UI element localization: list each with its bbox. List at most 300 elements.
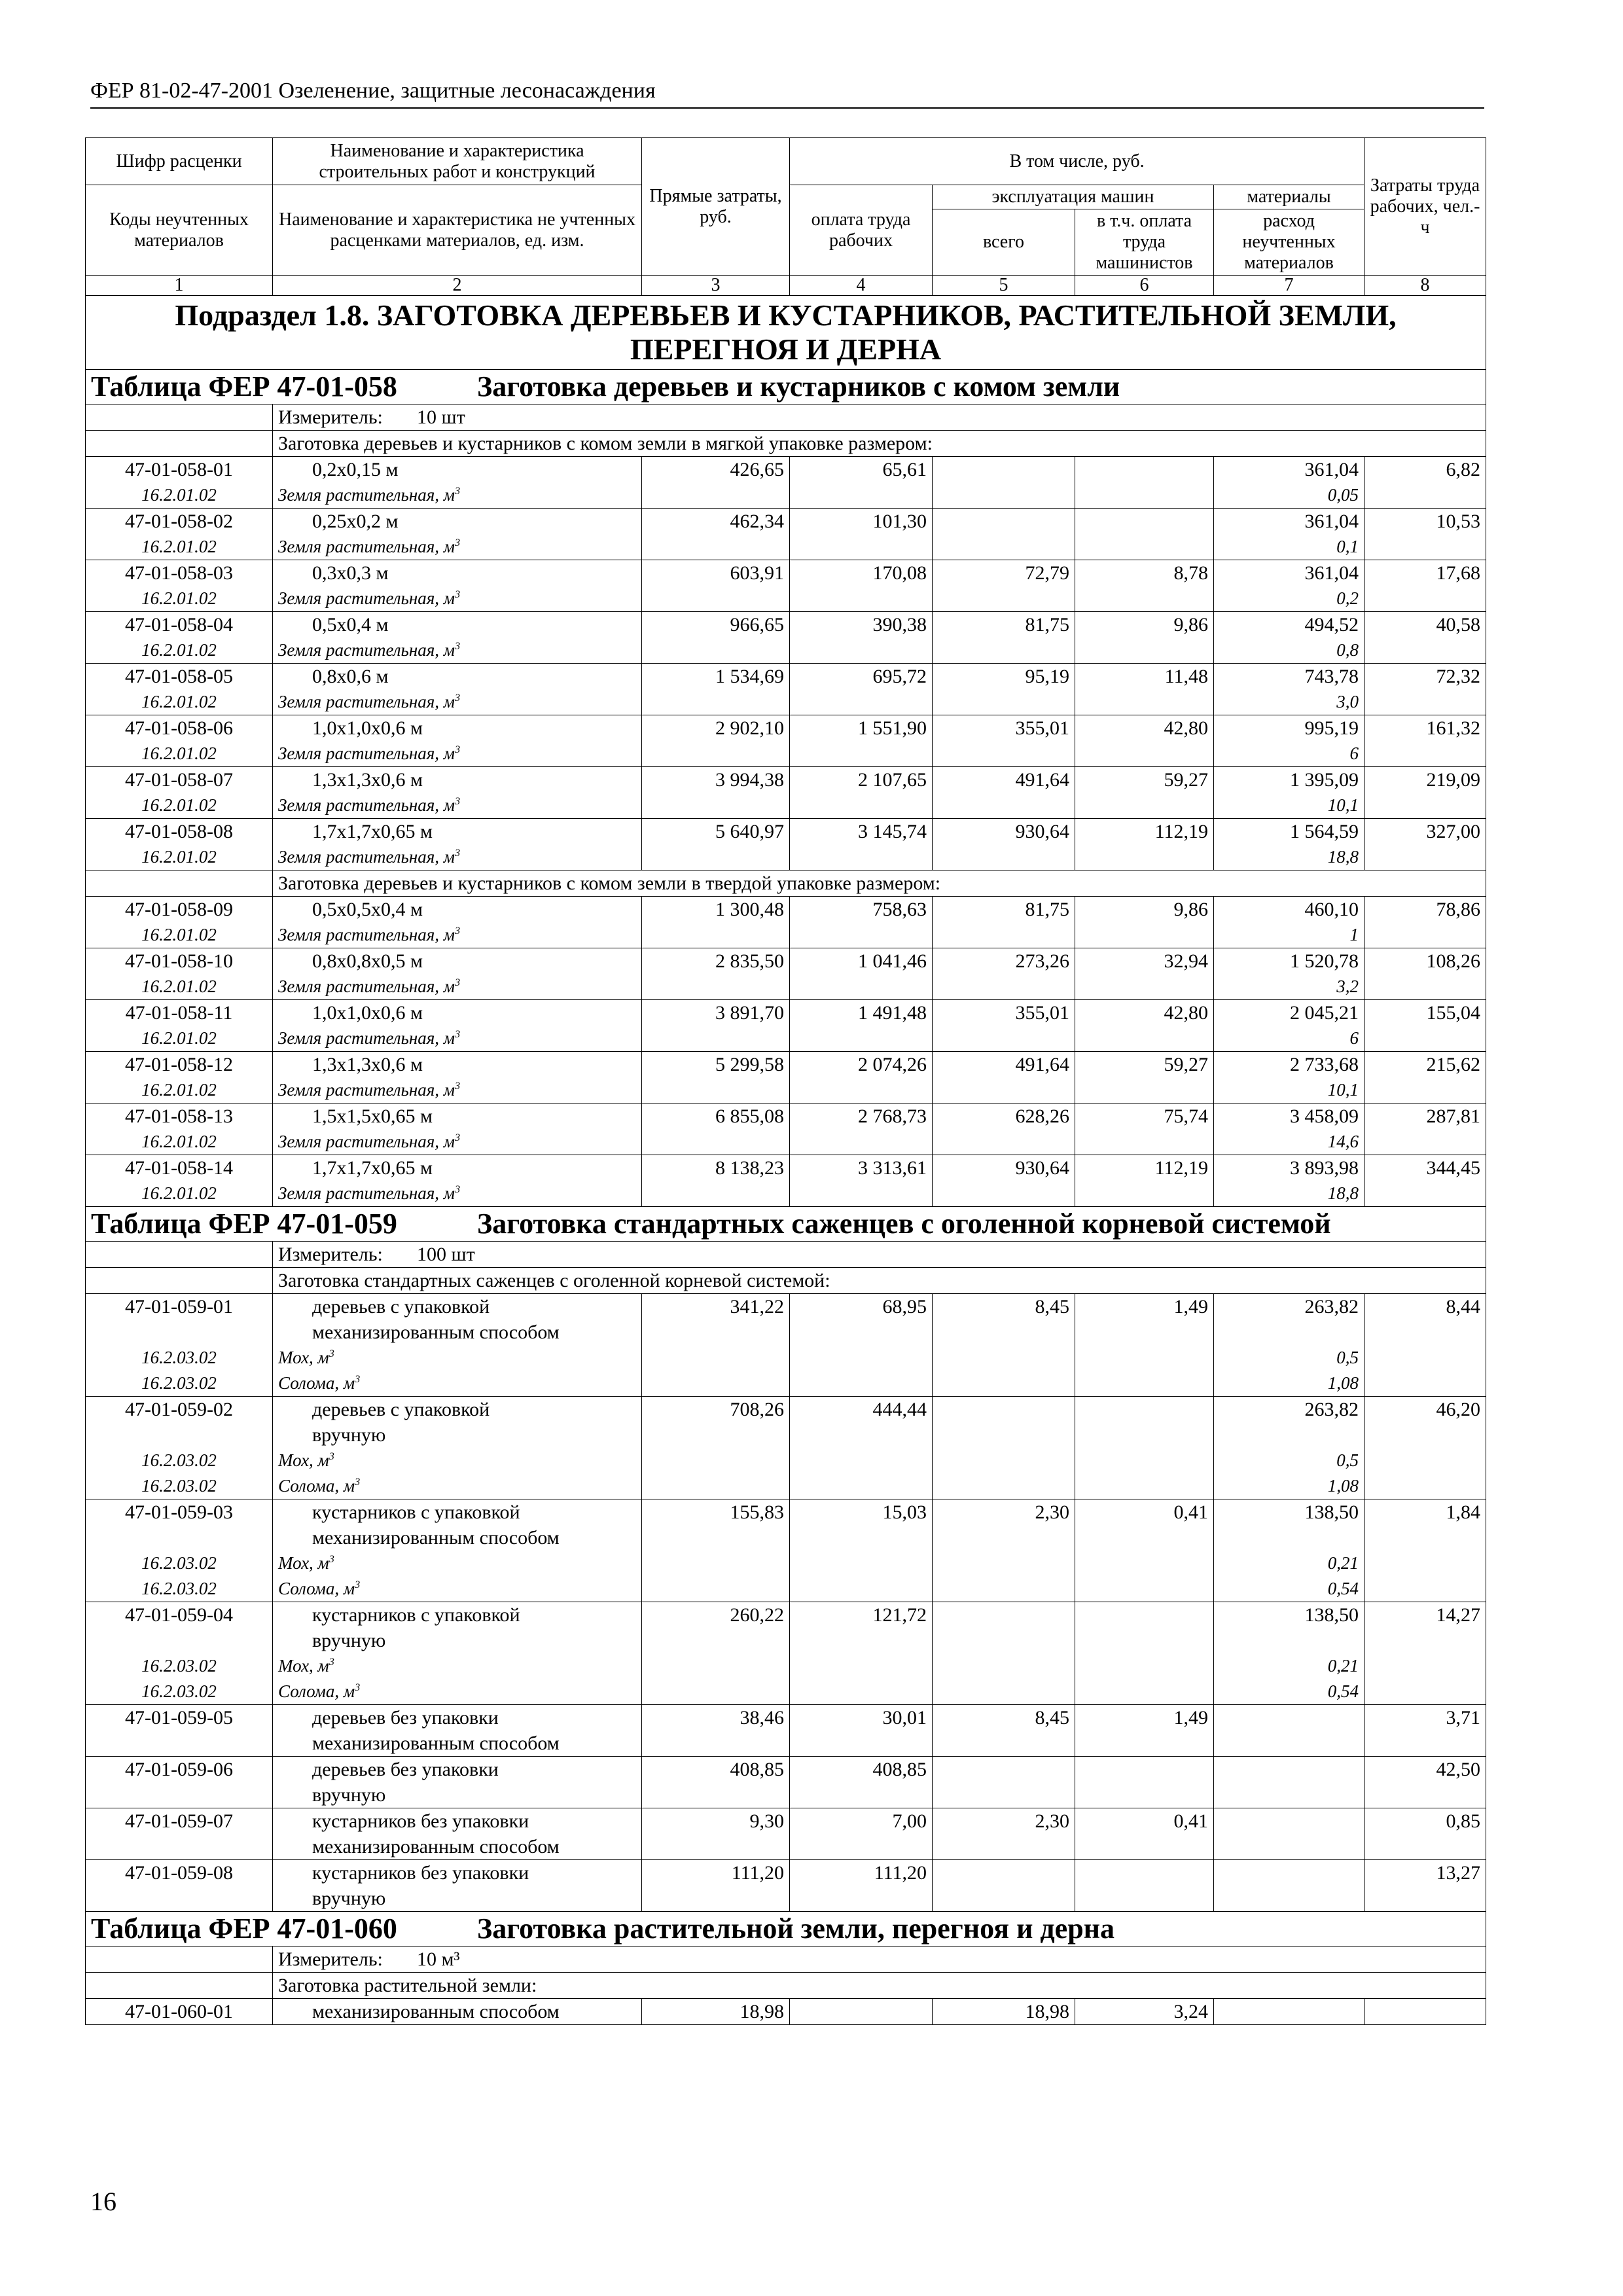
empty-cell: [642, 1731, 790, 1757]
material-qty: 6: [1214, 741, 1364, 767]
material-row: [86, 741, 1486, 767]
labor-hours: 40,58: [1364, 612, 1486, 638]
empty-cell: [933, 1473, 1075, 1499]
table-title-cell: [86, 1912, 1486, 1946]
empty-cell: [790, 1319, 933, 1345]
empty-cell: [642, 1886, 790, 1912]
empty-cell: [790, 1782, 933, 1808]
labor-hours: 10,53: [1364, 509, 1486, 535]
material-row: [86, 689, 1486, 715]
labor-wage: 7,00: [790, 1808, 933, 1835]
empty-cell: [933, 1422, 1075, 1448]
empty-cell: [1075, 1679, 1214, 1705]
material-row: [86, 482, 1486, 509]
material-code: 16.2.03.02: [86, 1371, 273, 1397]
empty-cell: [642, 1551, 790, 1576]
empty-cell: [642, 1077, 790, 1103]
rate-row: [86, 767, 1486, 793]
rate-name: 1,0х1,0х0,6 м: [273, 1000, 642, 1026]
rate-row: [86, 1103, 1486, 1130]
rate-code: 47-01-058-06: [86, 715, 273, 742]
rate-row: [86, 715, 1486, 742]
material-code: 16.2.01.02: [86, 741, 273, 767]
empty-cell: [933, 793, 1075, 819]
empty-cell: [642, 1345, 790, 1371]
empty-cell: [1075, 637, 1214, 664]
meter-label: Измеритель:: [278, 1948, 383, 1970]
empty-cell: [642, 1422, 790, 1448]
rate-name: 1,0х1,0х0,6 м: [273, 715, 642, 742]
material-row: [86, 1679, 1486, 1705]
materials-cost: [1214, 1860, 1364, 1886]
rate-name: деревьев с упаковкой: [273, 1294, 642, 1320]
col-mat-use-header: расход неучтенных материалов: [1214, 209, 1364, 276]
rate-name: 1,5х1,5х0,65 м: [273, 1103, 642, 1130]
empty-cell: [1075, 1345, 1214, 1371]
col-code-header: Шифр расценки: [86, 138, 273, 185]
column-numbers: [86, 276, 1486, 296]
empty-cell: [790, 1422, 933, 1448]
material-row: [86, 586, 1486, 612]
empty-cell: [642, 1576, 790, 1602]
col-num: 8: [1364, 276, 1486, 296]
empty-cell: [1364, 922, 1486, 948]
meter-cell: [273, 404, 1486, 431]
cubic-superscript: 3: [329, 1656, 334, 1668]
rates-table: [85, 137, 1486, 2025]
empty-cell: [1364, 1653, 1486, 1679]
rate-code: 47-01-059-03: [86, 1499, 273, 1526]
labor-wage: 695,72: [790, 664, 933, 690]
machinist-wage: 75,74: [1075, 1103, 1214, 1130]
cubic-superscript: 3: [455, 692, 461, 704]
table-title: Заготовка деревьев и кустарников с комом земли: [477, 370, 1120, 403]
direct-cost: 5 640,97: [642, 819, 790, 845]
rate-name: 0,8х0,8х0,5 м: [273, 948, 642, 975]
direct-cost: 1 300,48: [642, 897, 790, 923]
empty-cell: [642, 1628, 790, 1653]
meter-value: 10 шт: [417, 406, 465, 428]
direct-cost: 603,91: [642, 560, 790, 586]
direct-cost: 341,22: [642, 1294, 790, 1320]
empty-cell: [1364, 1834, 1486, 1860]
description-row: [86, 431, 1486, 457]
material-code: 16.2.03.02: [86, 1653, 273, 1679]
rate-code: 47-01-058-04: [86, 612, 273, 638]
cubic-superscript: 3: [455, 795, 461, 807]
page-number: 16: [90, 2187, 116, 2216]
cubic-superscript: 3: [329, 1450, 334, 1462]
material-qty: 0,5: [1214, 1345, 1364, 1371]
col-machines-header: эксплуатация машин: [933, 185, 1214, 209]
materials-cost: 1 395,09: [1214, 767, 1364, 793]
empty-cell: [790, 586, 933, 612]
empty-cell: [642, 1473, 790, 1499]
empty-cell: [933, 922, 1075, 948]
empty-cell: [933, 1576, 1075, 1602]
material-row: [86, 637, 1486, 664]
machine-cost: 355,01: [933, 1000, 1075, 1026]
machine-cost: 273,26: [933, 948, 1075, 975]
rate-name: деревьев без упаковки: [273, 1757, 642, 1783]
material-code: 16.2.01.02: [86, 974, 273, 1000]
labor-wage: 444,44: [790, 1397, 933, 1423]
rate-name: 0,2х0,15 м: [273, 457, 642, 483]
rate-name: 0,3х0,3 м: [273, 560, 642, 586]
material-code: 16.2.01.02: [86, 534, 273, 560]
machinist-wage: 59,27: [1075, 767, 1214, 793]
machinist-wage: 3,24: [1075, 1999, 1214, 2025]
material-qty: 1: [1214, 922, 1364, 948]
material-name: Солома, $м^3$: [273, 1371, 642, 1397]
rate-code: 47-01-058-14: [86, 1155, 273, 1181]
empty-cell: [1075, 1473, 1214, 1499]
rate-name-cont: механизированным способом: [273, 1731, 642, 1757]
empty-cell: [1075, 741, 1214, 767]
empty-cell: [790, 741, 933, 767]
empty-cell: [1075, 1129, 1214, 1155]
meter-label: Измеритель:: [278, 1244, 383, 1265]
labor-wage: 408,85: [790, 1757, 933, 1783]
material-qty: 3,0: [1214, 689, 1364, 715]
material-code: 16.2.03.02: [86, 1345, 273, 1371]
description-row: [86, 1973, 1486, 1999]
materials-cost: 361,04: [1214, 509, 1364, 535]
material-qty: 0,1: [1214, 534, 1364, 560]
empty-cell: [1364, 1345, 1486, 1371]
material-name: Мох, $м^3$: [273, 1345, 642, 1371]
direct-cost: 3 891,70: [642, 1000, 790, 1026]
description: Заготовка деревьев и кустарников с комом земли в твердой упаковке размером:: [273, 870, 1486, 897]
rate-code: 47-01-058-13: [86, 1103, 273, 1130]
material-name: Мох, $м^3$: [273, 1448, 642, 1473]
col-num: 2: [273, 276, 642, 296]
empty-cell: [933, 1886, 1075, 1912]
col-mach-total-header: всего: [933, 209, 1075, 276]
material-qty: 0,8: [1214, 637, 1364, 664]
machine-cost: [933, 1397, 1075, 1423]
material-name: Земля растительная, $м^3$: [273, 741, 642, 767]
empty-cell: [933, 1731, 1075, 1757]
empty-cell: [642, 534, 790, 560]
labor-hours: 0,85: [1364, 1808, 1486, 1835]
machine-cost: [933, 509, 1075, 535]
machine-cost: [933, 1602, 1075, 1628]
material-name: Земля растительная, $м^3$: [273, 922, 642, 948]
cubic-superscript: 3: [455, 925, 461, 937]
materials-cost: 263,82: [1214, 1397, 1364, 1423]
description: Заготовка деревьев и кустарников с комом земли в мягкой упаковке размером:: [273, 431, 1486, 457]
material-qty: 0,05: [1214, 482, 1364, 509]
empty-cell: [642, 1525, 790, 1551]
empty-cell: [790, 1077, 933, 1103]
cubic-superscript: 3: [355, 1579, 361, 1590]
empty-cell: [933, 1319, 1075, 1345]
empty-cell: [933, 974, 1075, 1000]
empty-cell: [86, 870, 273, 897]
rate-code: 47-01-060-01: [86, 1999, 273, 2025]
rate-name-cont: механизированным способом: [273, 1834, 642, 1860]
rate-row-cont: [86, 1731, 1486, 1757]
empty-cell: [1075, 844, 1214, 870]
machine-cost: 2,30: [933, 1808, 1075, 1835]
empty-cell: [1364, 482, 1486, 509]
rate-row: [86, 1294, 1486, 1320]
empty-cell: [1075, 1525, 1214, 1551]
machine-cost: 491,64: [933, 1052, 1075, 1078]
material-name: Солома, $м^3$: [273, 1679, 642, 1705]
rate-row: [86, 457, 1486, 483]
cubic-superscript: 3: [455, 1183, 461, 1195]
empty-cell: [1364, 586, 1486, 612]
material-qty: 14,6: [1214, 1129, 1364, 1155]
empty-cell: [1364, 1181, 1486, 1207]
material-name: Солома, $м^3$: [273, 1473, 642, 1499]
empty-cell: [1214, 1525, 1364, 1551]
empty-cell: [790, 689, 933, 715]
col-num: 1: [86, 276, 273, 296]
empty-cell: [933, 1181, 1075, 1207]
empty-cell: [1364, 1077, 1486, 1103]
rate-row: [86, 1397, 1486, 1423]
empty-cell: [1364, 1551, 1486, 1576]
labor-hours: 1,84: [1364, 1499, 1486, 1526]
labor-hours: 155,04: [1364, 1000, 1486, 1026]
empty-cell: [790, 1551, 933, 1576]
direct-cost: 426,65: [642, 457, 790, 483]
labor-hours: 6,82: [1364, 457, 1486, 483]
rate-code: 47-01-058-05: [86, 664, 273, 690]
material-name: Земля растительная, $м^3$: [273, 586, 642, 612]
col-name-header: Наименование и характеристика строительных работ и конструкций: [273, 138, 642, 185]
rate-code: 47-01-058-09: [86, 897, 273, 923]
direct-cost: 18,98: [642, 1999, 790, 2025]
rate-code: 47-01-058-02: [86, 509, 273, 535]
rate-code: 47-01-059-01: [86, 1294, 273, 1320]
cubic-superscript: 3: [329, 1348, 334, 1359]
rate-row-cont: [86, 1782, 1486, 1808]
material-code: 16.2.01.02: [86, 844, 273, 870]
material-name: Земля растительная, $м^3$: [273, 1129, 642, 1155]
labor-wage: 30,01: [790, 1705, 933, 1731]
rate-row: [86, 897, 1486, 923]
rate-row: [86, 664, 1486, 690]
rate-name-cont: вручную: [273, 1886, 642, 1912]
material-code: 16.2.03.02: [86, 1551, 273, 1576]
empty-cell: [86, 1782, 273, 1808]
materials-cost: [1214, 1999, 1364, 2025]
labor-hours: 344,45: [1364, 1155, 1486, 1181]
rate-code: 47-01-058-03: [86, 560, 273, 586]
empty-cell: [1075, 1653, 1214, 1679]
labor-wage: 170,08: [790, 560, 933, 586]
cubic-superscript: 3: [455, 485, 461, 497]
empty-cell: [642, 1653, 790, 1679]
material-qty: 1,08: [1214, 1473, 1364, 1499]
machine-cost: 628,26: [933, 1103, 1075, 1130]
rate-row: [86, 1999, 1486, 2025]
empty-cell: [1075, 922, 1214, 948]
cubic-superscript: 3: [455, 1080, 461, 1092]
materials-cost: 138,50: [1214, 1499, 1364, 1526]
empty-cell: [933, 1782, 1075, 1808]
machine-cost: [933, 457, 1075, 483]
cubic-superscript: 3: [455, 744, 461, 755]
empty-cell: [790, 974, 933, 1000]
empty-cell: [1075, 482, 1214, 509]
cubic-superscript: 3: [455, 1132, 461, 1143]
direct-cost: 260,22: [642, 1602, 790, 1628]
direct-cost: 1 534,69: [642, 664, 790, 690]
labor-hours: 215,62: [1364, 1052, 1486, 1078]
empty-cell: [1214, 1782, 1364, 1808]
rate-code: 47-01-058-01: [86, 457, 273, 483]
empty-cell: [642, 1319, 790, 1345]
empty-cell: [790, 1473, 933, 1499]
empty-cell: [1364, 534, 1486, 560]
material-row: [86, 1129, 1486, 1155]
rate-code: 47-01-058-11: [86, 1000, 273, 1026]
labor-wage: 758,63: [790, 897, 933, 923]
material-row: [86, 1448, 1486, 1473]
labor-hours: 161,32: [1364, 715, 1486, 742]
materials-cost: 460,10: [1214, 897, 1364, 923]
empty-cell: [1364, 974, 1486, 1000]
empty-cell: [1075, 974, 1214, 1000]
machine-cost: 930,64: [933, 819, 1075, 845]
col-num: 5: [933, 276, 1075, 296]
machinist-wage: [1075, 1602, 1214, 1628]
description-row: [86, 1268, 1486, 1294]
empty-cell: [933, 1679, 1075, 1705]
machinist-wage: 1,49: [1075, 1294, 1214, 1320]
labor-wage: 3 313,61: [790, 1155, 933, 1181]
material-name: Земля растительная, $м^3$: [273, 1026, 642, 1052]
empty-cell: [1075, 1319, 1214, 1345]
labor-wage: 121,72: [790, 1602, 933, 1628]
empty-cell: [642, 844, 790, 870]
rate-name: 0,8х0,6 м: [273, 664, 642, 690]
meter-label: Измеритель:: [278, 406, 383, 428]
subsection-title: Подраздел 1.8. ЗАГОТОВКА ДЕРЕВЬЕВ И КУСТАРНИКОВ, РАСТИТЕЛЬНОЙ ЗЕМЛИ, ПЕРЕГНОЯ И ДЕРНА: [86, 296, 1486, 370]
material-row: [86, 922, 1486, 948]
material-qty: 3,2: [1214, 974, 1364, 1000]
labor-wage: 101,30: [790, 509, 933, 535]
empty-cell: [1364, 1576, 1486, 1602]
rate-row: [86, 509, 1486, 535]
empty-cell: [1075, 1026, 1214, 1052]
col-materials-header: материалы: [1214, 185, 1364, 209]
table-code: Таблица ФЕР 47-01-060: [91, 1912, 397, 1945]
empty-cell: [1075, 1422, 1214, 1448]
machinist-wage: 0,41: [1075, 1808, 1214, 1835]
machine-cost: [933, 1757, 1075, 1783]
machinist-wage: 112,19: [1075, 819, 1214, 845]
material-row: [86, 534, 1486, 560]
empty-cell: [1075, 1628, 1214, 1653]
empty-cell: [1364, 689, 1486, 715]
rate-name: деревьев с упаковкой: [273, 1397, 642, 1423]
empty-cell: [86, 1886, 273, 1912]
materials-cost: [1214, 1705, 1364, 1731]
col-direct-header: Прямые затраты, руб.: [642, 138, 790, 276]
rate-name: деревьев без упаковки: [273, 1705, 642, 1731]
rate-name-cont: вручную: [273, 1628, 642, 1653]
empty-cell: [86, 1268, 273, 1294]
material-code: 16.2.01.02: [86, 1077, 273, 1103]
material-code: 16.2.01.02: [86, 637, 273, 664]
labor-hours: 327,00: [1364, 819, 1486, 845]
labor-wage: 111,20: [790, 1860, 933, 1886]
machine-cost: [933, 1860, 1075, 1886]
empty-cell: [790, 1448, 933, 1473]
rate-row: [86, 1808, 1486, 1835]
empty-cell: [1075, 1576, 1214, 1602]
labor-wage: 65,61: [790, 457, 933, 483]
empty-cell: [933, 482, 1075, 509]
empty-cell: [86, 1946, 273, 1973]
machine-cost: 81,75: [933, 612, 1075, 638]
machine-cost: 491,64: [933, 767, 1075, 793]
empty-cell: [790, 1026, 933, 1052]
empty-cell: [1364, 1026, 1486, 1052]
empty-cell: [790, 1525, 933, 1551]
empty-cell: [790, 793, 933, 819]
machine-cost: 72,79: [933, 560, 1075, 586]
machinist-wage: 1,49: [1075, 1705, 1214, 1731]
empty-cell: [642, 1129, 790, 1155]
material-code: 16.2.01.02: [86, 1026, 273, 1052]
machinist-wage: [1075, 457, 1214, 483]
material-code: 16.2.01.02: [86, 793, 273, 819]
materials-cost: 361,04: [1214, 560, 1364, 586]
empty-cell: [1214, 1422, 1364, 1448]
machinist-wage: 0,41: [1075, 1499, 1214, 1526]
material-code: 16.2.01.02: [86, 922, 273, 948]
empty-cell: [86, 1319, 273, 1345]
empty-cell: [1075, 1834, 1214, 1860]
empty-cell: [642, 482, 790, 509]
table-title-row: [86, 1207, 1486, 1242]
empty-cell: [86, 1731, 273, 1757]
labor-hours: [1364, 1999, 1486, 2025]
meter-row: [86, 404, 1486, 431]
empty-cell: [790, 482, 933, 509]
empty-cell: [790, 1576, 933, 1602]
empty-cell: [1364, 1679, 1486, 1705]
material-code: 16.2.01.02: [86, 586, 273, 612]
empty-cell: [1364, 793, 1486, 819]
empty-cell: [86, 1628, 273, 1653]
labor-hours: 13,27: [1364, 1860, 1486, 1886]
cubic-superscript: 3: [455, 1028, 461, 1040]
materials-cost: 361,04: [1214, 457, 1364, 483]
material-qty: 10,1: [1214, 1077, 1364, 1103]
cubic-superscript: 3: [455, 588, 461, 600]
empty-cell: [933, 844, 1075, 870]
labor-wage: [790, 1999, 933, 2025]
material-name: Земля растительная, $м^3$: [273, 637, 642, 664]
empty-cell: [933, 1628, 1075, 1653]
empty-cell: [1075, 1551, 1214, 1576]
direct-cost: 966,65: [642, 612, 790, 638]
materials-cost: 3 458,09: [1214, 1103, 1364, 1130]
empty-cell: [1364, 1129, 1486, 1155]
empty-cell: [642, 1834, 790, 1860]
machinist-wage: 9,86: [1075, 612, 1214, 638]
description: Заготовка растительной земли:: [273, 1973, 1486, 1999]
machinist-wage: 32,94: [1075, 948, 1214, 975]
